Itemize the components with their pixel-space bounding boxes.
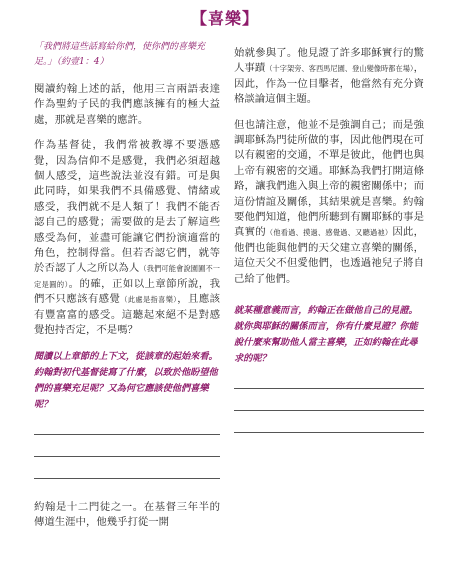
answer-lines-2 xyxy=(234,373,424,433)
paragraph-intro: 閱讀約翰上述的話，他用三言兩語表達作為聖約子民的我們應該擁有的極大益處，那就是喜樂的應許。 xyxy=(34,83,220,126)
page-title: 【喜樂】 xyxy=(190,9,259,28)
left-column xyxy=(34,40,220,479)
paragraph-feelings-text-c: ，且應該有豐富富的感受。這聽起來絕不是對感覺抱持否定，不是嗎？ xyxy=(34,293,221,337)
answer-line[interactable] xyxy=(234,389,424,411)
answer-line[interactable] xyxy=(234,373,424,389)
answer-line[interactable] xyxy=(34,457,220,479)
paragraph-witness-note: （十字架旁、客西馬尼園、登山變像時都在場） xyxy=(265,64,414,74)
paragraph-feelings-text-b: 。的確，正如以上章節所說，我們不只應該有感覺 xyxy=(34,277,221,306)
answer-line[interactable] xyxy=(234,411,424,433)
scripture-verse: 「我們將這些話寫給你們，使你們的喜樂充足。」（約壹1：4） xyxy=(34,42,206,67)
paragraph-john: 約翰是十二門徒之一。在基督三年半的傳道生涯中，他幾乎打從一開 xyxy=(34,501,220,529)
paragraph-feelings-text-a: 作為基督徒，我們常被教導不要憑感覺，因為信仰不是感覺，我們必須超越個人感受，這些說法並沒有錯。可是與此同時，如果我們不具備感覺、情緒或感受，我們就不是人類了！我們不能否認自己的感覺；需要做的是去了解這些感受為何，並盡可能讓它們扮演適當的角色，控制得當。但若否認它們，就等於否認了人之所以為人 xyxy=(34,139,220,275)
paragraph-feelings xyxy=(34,138,220,338)
discussion-question-1: 閱讀以上章節的上下文，從該章的起始來看。約翰對初代基督徒寫了什麼，以致於他盼望他們的喜樂充足呢？又為何它應該使他們喜樂呢？ xyxy=(34,350,218,410)
paragraph-fellowship-note: （他看過、摸過、感覺過、又聽過祂） xyxy=(265,228,393,238)
paragraph-feelings-note-2: （此處是指喜樂） xyxy=(120,295,178,305)
answer-line[interactable] xyxy=(34,435,220,457)
answer-line[interactable] xyxy=(34,419,220,435)
discussion-question-2: 就某種意義而言，約翰正在做他自己的見證。就你與耶穌的關係而言，你有什麼見證？你能說什麼來幫助他人當主喜樂，正如約翰在此尋求的呢？ xyxy=(234,305,418,365)
right-column xyxy=(234,46,424,433)
left-column-bottom xyxy=(34,500,220,531)
paragraph-fellowship-text-a: 但也請注意，他並不是強調自己；而是強調耶穌為門徒所做的事，因此他們現在可以有親密的交通，不單是彼此，他們也與上帝有親密的交通。耶穌為我們打開這條路，讓我們進入與上帝的親密關係中；而這份情誼及關係，其結果就是喜樂。約翰要他們知道，他們所聽到有關耶穌的事是真實的 xyxy=(234,118,424,239)
answer-lines-1 xyxy=(34,419,220,479)
paragraph-witness-text-a: 始就參與了。他見證了許多耶穌實行的驚人事蹟 xyxy=(234,47,424,75)
paragraph-fellowship xyxy=(234,118,424,287)
paragraph-witness-text-b: ，因此，作為一位目擊者，他當然有充分資格談論這個主題。 xyxy=(234,62,424,106)
paragraph-fellowship-text-b: 因此，他們也能與他們的天父建立喜樂的關係，這位天父不但愛他們，也透過祂兒子將自己給了他們。 xyxy=(234,226,424,285)
paragraph-witness xyxy=(234,46,424,108)
paragraph-feelings-note-1: （我們可能會說園圃不一定是圓的） xyxy=(34,264,220,289)
